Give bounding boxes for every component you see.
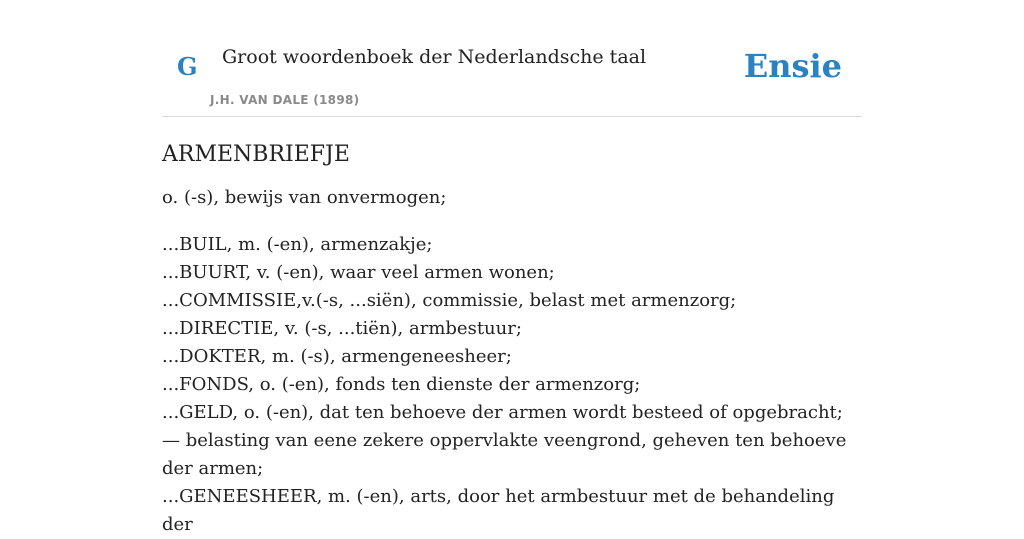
book-logo-icon[interactable]: G — [177, 52, 198, 81]
entry-lines — [162, 231, 862, 539]
entry-line: ...COMMISSIE,v.(-s, ...siën), commissie, belast met armenzorg; — [162, 290, 737, 311]
ensie-logo[interactable]: Ensie — [743, 47, 842, 85]
entry-line: ...BUIL, m. (-en), armenzakje; — [162, 234, 433, 255]
book-author: J.H. VAN DALE (1898) — [210, 93, 360, 107]
entry-line: ...DOKTER, m. (-s), armengeneesheer; — [162, 346, 512, 367]
entry-line: ...GENEESHEER, m. (-en), arts, door het armbestuur met de behandeling der — [162, 486, 835, 535]
entry-line: ...GELD, o. (-en), dat ten behoeve der armen wordt besteed of opgebracht; — [162, 402, 843, 423]
entry-title: ARMENBRIEFJE — [162, 142, 350, 167]
book-title[interactable]: Groot woordenboek der Nederlandsche taal — [222, 46, 647, 68]
entry-line: ...BUURT, v. (-en), waar veel armen wonen; — [162, 262, 555, 283]
entry-line: ...FONDS, o. (-en), fonds ten dienste der armenzorg; — [162, 374, 641, 395]
entry-line: ...DIRECTIE, v. (-s, ...tiën), armbestuur; — [162, 318, 522, 339]
entry-intro: o. (-s), bewijs van onvermogen; — [162, 187, 447, 208]
book-header — [162, 0, 862, 117]
entry-content — [162, 140, 862, 539]
entry-line: — belasting van eene zekere oppervlakte veengrond, geheven ten behoeve der armen; — [162, 430, 847, 479]
